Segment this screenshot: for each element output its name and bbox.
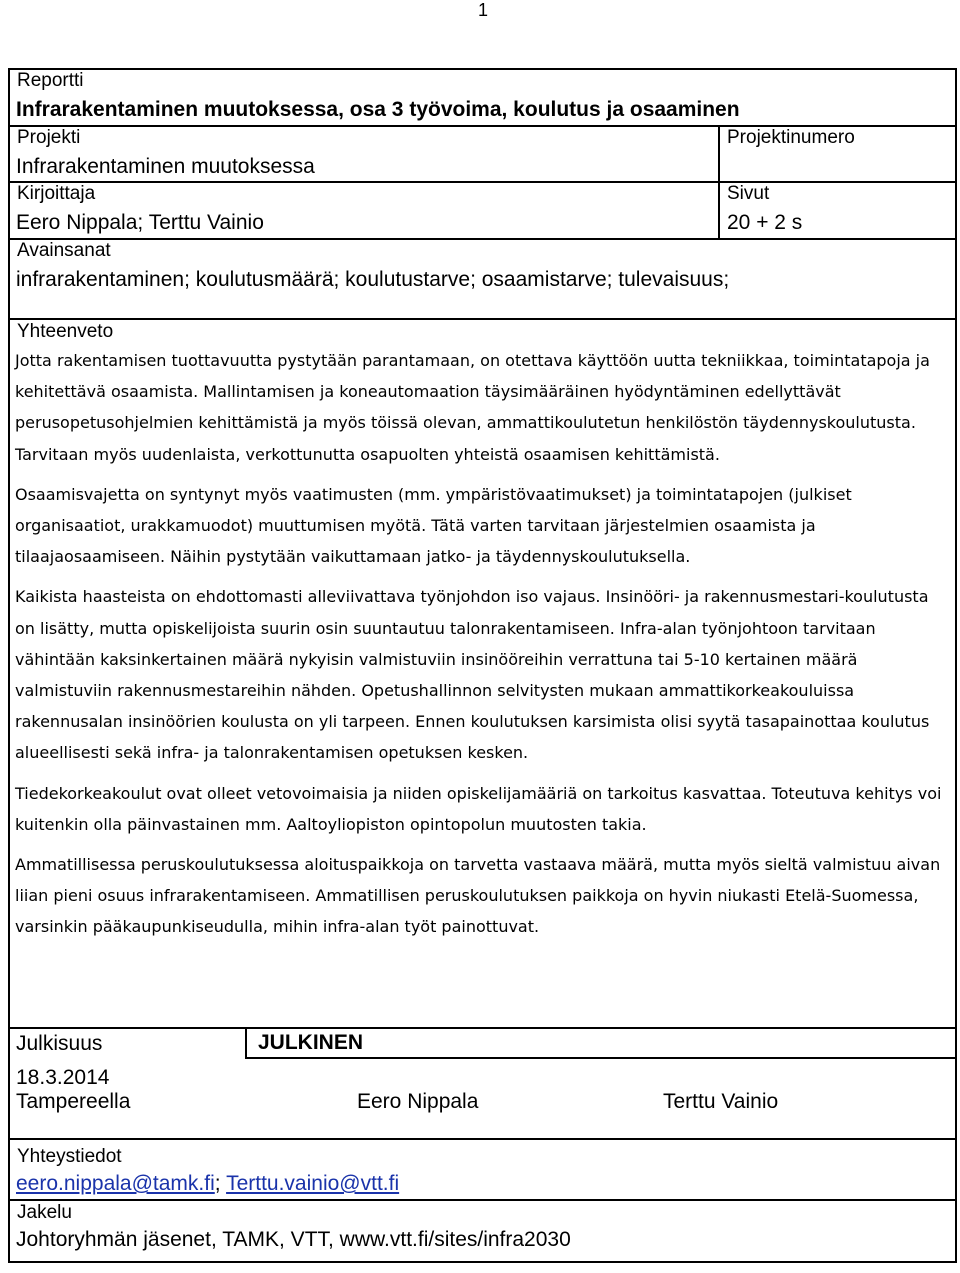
project-value: Infrarakentaminen muutoksessa: [16, 155, 315, 178]
signature-date: 18.3.2014: [16, 1066, 110, 1089]
keywords-value: infrarakentaminen; koulutusmäärä; koulutustarve; osaamistarve; tulevaisuus;: [16, 268, 730, 291]
project-label: Projekti: [17, 127, 81, 148]
page-number: 1: [478, 0, 489, 20]
summary-label: Yhteenveto: [17, 321, 114, 342]
contacts-label: Yhteystiedot: [17, 1146, 122, 1167]
divider: [8, 1138, 957, 1140]
summary-text: [15, 345, 950, 952]
email-separator: ;: [214, 1172, 221, 1195]
publicity-label: Julkisuus: [16, 1032, 103, 1055]
signature-place: Tampereella: [16, 1090, 131, 1113]
pages-label: Sivut: [727, 183, 770, 204]
signer-name: Eero Nippala: [357, 1090, 479, 1113]
contacts-emails: [16, 1172, 399, 1196]
distribution-label: Jakelu: [17, 1202, 72, 1223]
report-title: Infrarakentaminen muutoksessa, osa 3 työvoima, koulutus ja osaaminen: [16, 98, 740, 121]
authors-value: Eero Nippala; Terttu Vainio: [16, 211, 264, 234]
email-link[interactable]: Terttu.vainio@vtt.fi: [226, 1172, 400, 1195]
divider: [8, 1199, 957, 1201]
signer-name: Terttu Vainio: [663, 1090, 779, 1113]
divider: [245, 1057, 957, 1059]
summary-paragraph: Jotta rakentamisen tuottavuutta pystytään parantamaan, on otettava käyttöön uutta tekniikkaa, toimintatapoja ja kehitettävä osaamista. Mallintamisen ja koneautomaation täysimääräinen hyödyntäminen edellyttävät perusopetusohjelmien kehittämistä ja myös töissä olevan, ammattikoulutetun henkilöstön täydennyskoulutusta. Tarvitaan myös uudenlaista, verkottunutta osapuolten yhteistä osaamisen kehittämistä.: [15, 351, 930, 464]
project-number-label: Projektinumero: [727, 127, 855, 148]
summary-paragraph: Kaikista haasteista on ehdottomasti alleviivattava työnjohdon iso vajaus. Insinööri- ja rakennusmestari-koulutusta on lisätty, mutta opiskelijoista suurin osin suuntautuu talonrakentamiseen. Infra-alan työnjohtoon tarvitaan vähintään kaksinkertainen määrä nykyisin valmistuviin insinööreihin verrattuna tai 5-10 kertainen määrä valmistuviin rakennusmestareihin nähden. Opetushallinnon selvitysten mukaan ammattikorkeakouluissa rakennusalan insinöörien koulusta on yli tarpeen. Ennen koulutuksen karsimista olisi syytä tasapainottaa koulutus alueellisesti sekä infra- ja talonrakentamisen opetuksen kesken.: [15, 587, 930, 763]
report-type-label: Reportti: [17, 70, 84, 91]
publicity-value: JULKINEN: [258, 1031, 364, 1054]
email-link[interactable]: eero.nippala@tamk.fi: [16, 1172, 215, 1195]
summary-paragraph: Tiedekorkeakoulut ovat olleet vetovoimaisia ja niiden opiskelijamääriä on tarkoitus kasvattaa. Toteutuva kehitys voi kuitenkin olla päinvastainen mm. Aaltoyliopiston opintopolun muutosten takia.: [15, 783, 942, 834]
pages-value: 20 + 2 s: [727, 211, 803, 234]
divider: [8, 238, 957, 240]
distribution-value: Johtoryhmän jäsenet, TAMK, VTT, www.vtt.fi/sites/infra2030: [16, 1228, 571, 1251]
authors-label: Kirjoittaja: [17, 183, 96, 204]
divider: [8, 1027, 957, 1029]
divider: [8, 181, 957, 183]
summary-paragraph: Osaamisvajetta on syntynyt myös vaatimusten (mm. ympäristövaatimukset) ja toimintatapojen (julkiset organisaatiot, urakkamuodot) muuttumisen myötä. Tätä varten tarvitaan järjestelmien osaamista ja tilaajaosaamiseen. Näihin pystytään vaikuttamaan jatko- ja täydennyskoulutuksella.: [15, 484, 852, 567]
divider: [8, 318, 957, 320]
keywords-label: Avainsanat: [17, 240, 111, 261]
summary-paragraph: Ammatillisessa peruskoulutuksessa aloituspaikkoja on tarvetta vastaava määrä, mutta myös sieltä valmistuu aivan liian pieni osuus infrarakentamiseen. Ammatillisen peruskoulutuksen paikkoja on hyvin niukasti Etelä-Suomessa, varsinkin pääkaupunkiseudulla, mihin infra-alan työt painottuvat.: [15, 855, 941, 937]
column-divider: [245, 1027, 247, 1057]
